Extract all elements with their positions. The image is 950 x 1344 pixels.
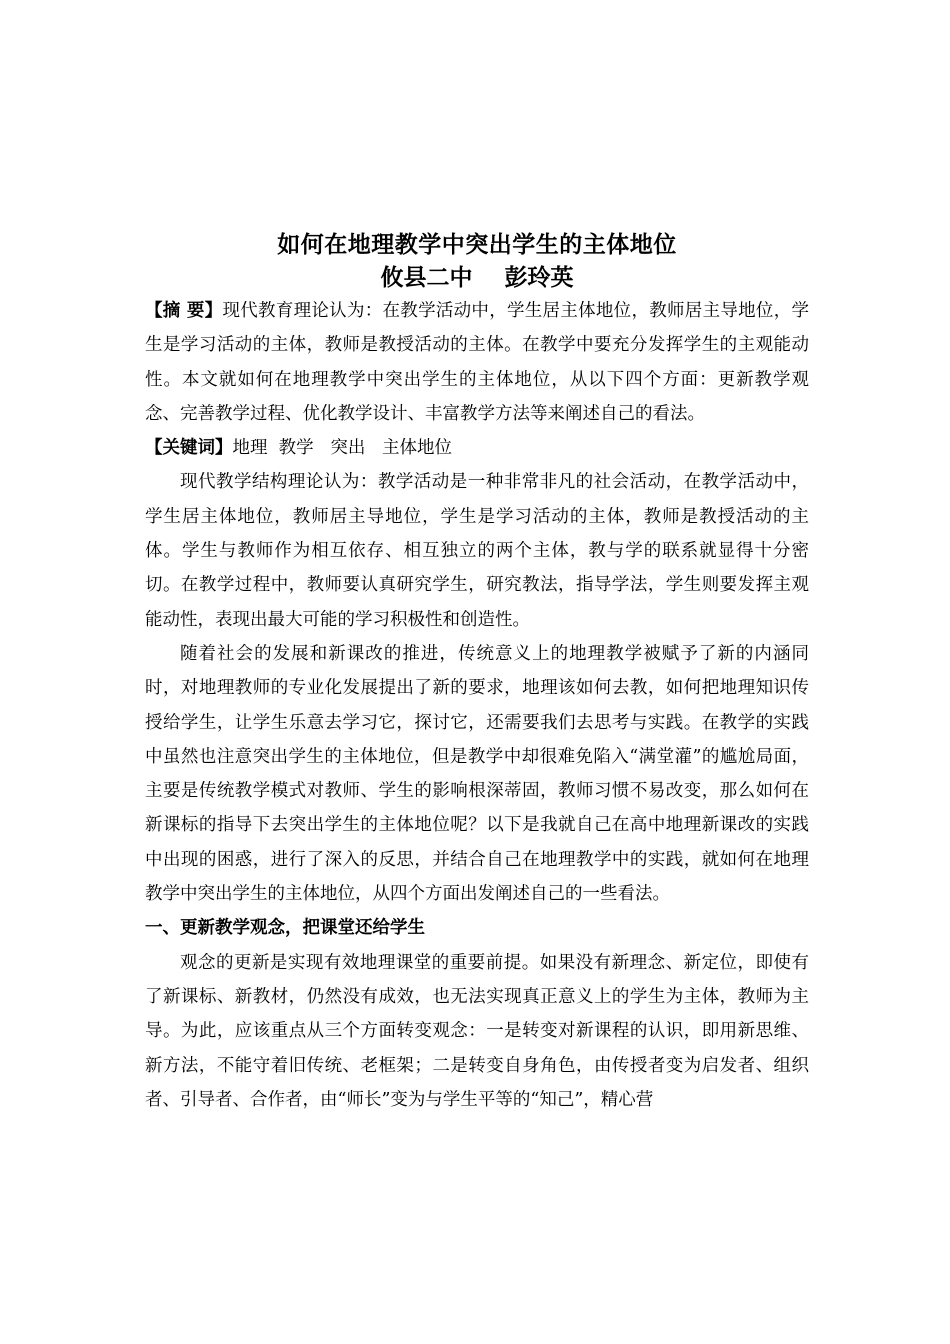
document-title: 如何在地理教学中突出学生的主体地位: [277, 231, 677, 258]
abstract-text: 现代教育理论认为：在教学活动中，学生居主体地位，教师居主导地位，学生是学习活动的主体，教师是教授活动的主体。在教学中要充分发挥学生的主观能动性。本文就如何在地理教学中突出学生的主体地位，从以下四个方面：更新教学观念、完善教学过程、优化教学设计、丰富教学方法等来阐述自己的看法。: [145, 301, 809, 424]
section-1-paragraph: 观念的更新是实现有效地理课堂的重要前提。如果没有新理念、新定位，即使有了新课标、新教材，仍然没有成效，也无法实现真正意义上的学生为主体，教师为主导。为此，应该重点从三个方面转变观念：一是转变对新课程的认识，即用新思维、新方法，不能守着旧传统、老框架；二是转变自身角色，由传授者变为启发者、组织者、引导者、合作者，由“师长”变为与学生平等的“知己”，精心营: [145, 952, 809, 1110]
document-page: [145, 228, 809, 1117]
abstract-label: 【摘 要】: [145, 301, 223, 321]
body-paragraph-1: 现代教学结构理论认为：教学活动是一种非常非凡的社会活动，在教学活动中，学生居主体地位，教师居主导地位，学生是学习活动的主体，教师是教授活动的主体。学生与教师作为相互依存、相互独立的两个主体，教与学的联系就显得十分密切。在教学过程中，教师要认真研究学生，研究教法，指导学法，学生则要发挥主观能动性，表现出最大可能的学习积极性和创造性。: [145, 472, 809, 630]
keywords-paragraph: [145, 431, 809, 465]
abstract-paragraph: [145, 294, 809, 431]
section-heading-1: 一、更新教学观念，把课堂还给学生: [145, 918, 425, 939]
body-paragraph-2: 随着社会的发展和新课改的推进，传统意义上的地理教学被赋予了新的内涵同时，对地理教师的专业化发展提出了新的要求，地理该如何去教，如何把地理知识传授给学生，让学生乐意去学习它，探讨它，还需要我们去思考与实践。在教学的实践中虽然也注意突出学生的主体地位，但是教学中却很难免陷入“满堂灌”的尴尬局面，主要是传统教学模式对教师、学生的影响根深蒂固，教师习惯不易改变，那么如何在新课标的指导下去突出学生的主体地位呢？以下是我就自己在高中地理新课改的实践中出现的困惑，进行了深入的反思，并结合自己在地理教学中的实践，就如何在地理教学中突出学生的主体地位，从四个方面出发阐述自己的一些看法。: [145, 643, 809, 905]
keywords-text: 地理 教学 突出 主体地位: [232, 438, 453, 459]
keywords-label: 【关键词】: [145, 438, 233, 459]
author-line: 攸县二中 彭玲英: [380, 264, 574, 291]
